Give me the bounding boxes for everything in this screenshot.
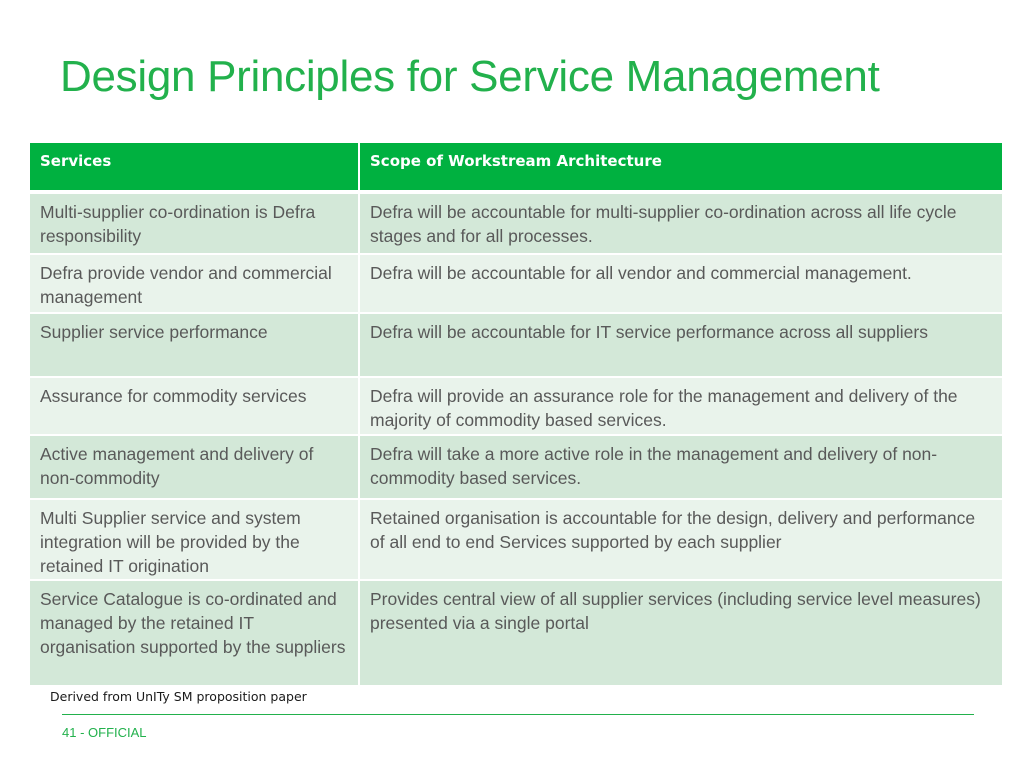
table-row xyxy=(29,192,1003,254)
service-cell: Supplier service performance xyxy=(29,313,359,377)
service-cell: Assurance for commodity services xyxy=(29,377,359,435)
footer-divider xyxy=(62,714,974,715)
scope-cell: Defra will be accountable for all vendor and commercial management. xyxy=(359,254,1003,313)
service-cell: Defra provide vendor and commercial management xyxy=(29,254,359,313)
footer-classification: 41 - OFFICIAL xyxy=(62,725,147,740)
principles-table xyxy=(28,141,1004,687)
table-row xyxy=(29,435,1003,499)
scope-cell: Retained organisation is accountable for the design, delivery and performance of all end to end Services supported by each supplier xyxy=(359,499,1003,580)
header-scope: Scope of Workstream Architecture xyxy=(359,142,1003,192)
table-header-row xyxy=(29,142,1003,192)
table-row xyxy=(29,499,1003,580)
table-row xyxy=(29,313,1003,377)
table-row xyxy=(29,580,1003,686)
scope-cell: Defra will provide an assurance role for the management and delivery of the majority of commodity based services. xyxy=(359,377,1003,435)
table-row xyxy=(29,254,1003,313)
service-cell: Active management and delivery of non-commodity xyxy=(29,435,359,499)
scope-cell: Provides central view of all supplier services (including service level measures) presented via a single portal xyxy=(359,580,1003,686)
service-cell: Multi-supplier co-ordination is Defra responsibility xyxy=(29,192,359,254)
header-services: Services xyxy=(29,142,359,192)
service-cell: Service Catalogue is co-ordinated and managed by the retained IT organisation supported by the suppliers xyxy=(29,580,359,686)
table-row xyxy=(29,377,1003,435)
scope-cell: Defra will take a more active role in the management and delivery of non-commodity based services. xyxy=(359,435,1003,499)
scope-cell: Defra will be accountable for IT service performance across all suppliers xyxy=(359,313,1003,377)
scope-cell: Defra will be accountable for multi-supplier co-ordination across all life cycle stages and for all processes. xyxy=(359,192,1003,254)
slide-title: Design Principles for Service Management xyxy=(60,52,880,101)
service-cell: Multi Supplier service and system integration will be provided by the retained IT origination xyxy=(29,499,359,580)
source-footnote: Derived from UnITy SM proposition paper xyxy=(50,689,307,704)
